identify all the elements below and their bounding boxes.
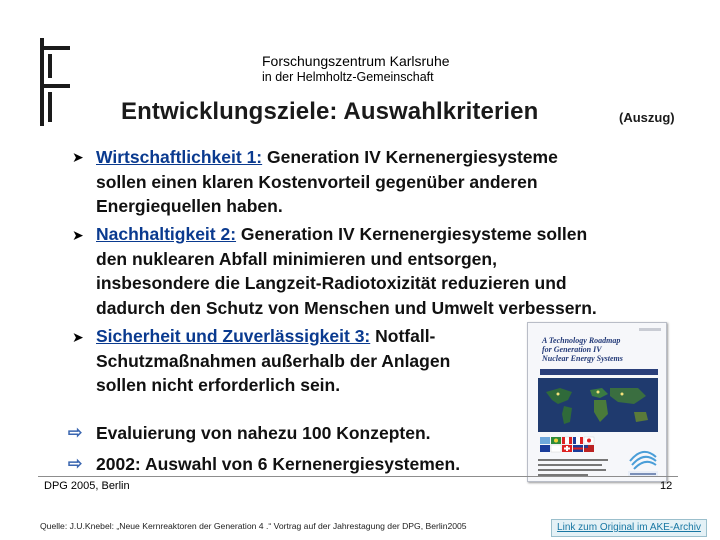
- world-map-icon: [538, 378, 658, 432]
- bullet-line: den nuklearen Abfall minimieren und entsorgen,: [96, 248, 497, 269]
- bullet-line: insbesondere die Langzeit-Radiotoxizität reduzieren und: [96, 273, 567, 293]
- triangle-right-icon: ➤: [72, 329, 84, 345]
- cover-tag: [639, 328, 661, 331]
- triangle-right-icon: ➤: [72, 149, 84, 165]
- hollow-arrow-icon: ⇨: [68, 423, 83, 442]
- slide-title-note: (Auszug): [619, 110, 675, 125]
- footer-divider: [38, 476, 678, 477]
- cover-band: [540, 369, 658, 375]
- page-number: 12: [660, 480, 673, 492]
- bullet-key: Wirtschaftlichkeit 1:: [96, 147, 263, 167]
- org-name: Forschungszentrum Karlsruhe: [262, 53, 450, 69]
- conclusion-line: Evaluierung von nahezu 100 Konzepten.: [96, 423, 431, 443]
- logo-bar-middle: [40, 84, 70, 88]
- roadmap-report-cover: [527, 322, 667, 482]
- triangle-right-icon: ➤: [72, 227, 84, 243]
- bullet-sustainability: [96, 222, 597, 320]
- source-credit: Quelle: J.U.Knebel: „Neue Kernreaktoren der Generation 4 .“ Vortrag auf der Jahrestagung der DPG, Berlin2005: [40, 521, 467, 531]
- bullet-line: sollen einen klaren Kostenvorteil gegenüber anderen: [96, 171, 538, 192]
- bullet-economics: [96, 145, 558, 219]
- bullet-key: Sicherheit und Zuverlässigkeit 3:: [96, 326, 371, 346]
- archive-link[interactable]: Link zum Original im AKE-Archiv: [551, 519, 707, 537]
- bullet-key: Nachhaltigkeit 2:: [96, 224, 237, 244]
- bullet-safety: [96, 324, 450, 398]
- logo-bar-inner-top: [48, 54, 52, 78]
- logo-bar-inner-bottom: [48, 92, 52, 122]
- bullet-line: Generation IV Kernenergiesysteme: [262, 147, 558, 167]
- logo-bar-top: [40, 46, 70, 50]
- slide-title: Entwicklungsziele: Auswahlkriterien: [121, 98, 539, 125]
- bullet-line: sollen nicht erforderlich sein.: [96, 375, 341, 395]
- logo-bar-vertical: [40, 38, 44, 126]
- hollow-arrow-icon: ⇨: [68, 454, 83, 473]
- conclusion-line: 2002: Auswahl von 6 Kernenergiesystemen.: [96, 454, 461, 474]
- helmholtz-logo-icon: [626, 443, 660, 479]
- bullet-line: Notfall-: [370, 326, 436, 346]
- bullet-line: Generation IV Kernenergiesysteme sollen: [236, 224, 588, 244]
- bullet-line: dadurch den Schutz von Menschen und Umwelt verbessern.: [96, 297, 597, 318]
- bullet-line: Schutzmaßnahmen außerhalb der Anlagen: [96, 350, 451, 371]
- org-subtitle: in der Helmholtz-Gemeinschaft: [262, 70, 434, 84]
- bullet-line: Energiequellen haben.: [96, 196, 283, 216]
- footer-event: DPG 2005, Berlin: [44, 480, 130, 492]
- cover-title: A Technology Roadmap for Generation IV Nuclear Energy Systems: [542, 336, 623, 363]
